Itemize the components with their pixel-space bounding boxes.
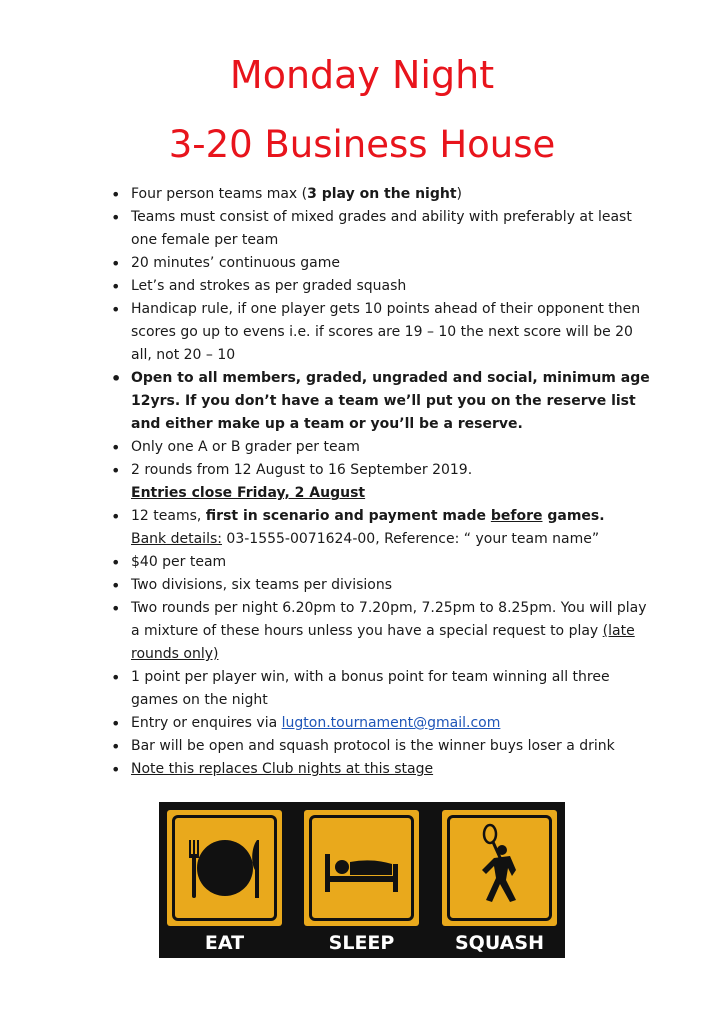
list-item: • Two divisions, six teams per divisions xyxy=(131,574,651,597)
bank-details-label: Bank details: xyxy=(131,531,222,547)
list-item: • Handicap rule, if one player gets 10 points ahead of their opponent then scores go up to evens i.e. if scores are 19 – 10 the next score will be 20 all, not 20 – 10 xyxy=(131,298,651,367)
rules-list xyxy=(0,183,724,781)
sleep-label: SLEEP xyxy=(328,932,395,954)
squash-panel xyxy=(442,810,557,926)
squash-label: SQUASH xyxy=(455,932,544,954)
list-item: • Only one A or B grader per team xyxy=(131,436,651,459)
page-title: Monday Night xyxy=(229,53,495,97)
page-subtitle: 3-20 Business House xyxy=(168,123,556,166)
eat-panel xyxy=(167,810,282,926)
list-item: • $40 per team xyxy=(131,551,651,574)
plate-fork-knife-icon xyxy=(175,818,274,918)
list-item: • Bar will be open and squash protocol is the winner buys loser a drink xyxy=(131,735,651,758)
sleep-panel xyxy=(304,810,419,926)
list-item: • 1 point per player win, with a bonus point for team winning all three games on the night xyxy=(131,666,651,712)
entries-close-note: Entries close Friday, 2 August xyxy=(131,485,366,501)
list-item: • 2 rounds from 12 August to 16 September 2019. Entries close Friday, 2 August xyxy=(131,459,651,505)
email-link[interactable]: lugton.tournament@gmail.com xyxy=(281,715,501,731)
list-item: • Open to all members, graded, ungraded and social, minimum age 12yrs. If you don’t have a team we’ll put you on the reserve list and either make up a team or you’ll be a reserve. xyxy=(131,367,651,436)
list-item: • Two rounds per night 6.20pm to 7.20pm, 7.25pm to 8.25pm. You will play a mixture of these hours unless you have a special request to play (late rounds only) xyxy=(131,597,651,666)
list-item: • Entry or enquires via lugton.tournament@gmail.com xyxy=(131,712,651,735)
list-item: • Teams must consist of mixed grades and ability with preferably at least one female per team xyxy=(131,206,651,252)
squash-player-icon xyxy=(450,818,549,918)
bed-sleeper-icon xyxy=(312,818,411,918)
list-item: • Let’s and strokes as per graded squash xyxy=(131,275,651,298)
list-item: • Note this replaces Club nights at this stage xyxy=(131,758,651,781)
eat-sleep-squash-banner xyxy=(159,802,565,958)
list-item: • Four person teams max (3 play on the night) xyxy=(131,183,651,206)
list-item: • 12 teams, first in scenario and payment made before games. Bank details: 03-1555-0071624-00, Reference: “ your team name” xyxy=(131,505,651,551)
eat-label: EAT xyxy=(204,932,245,954)
list-item: • 20 minutes’ continuous game xyxy=(131,252,651,275)
bank-details-value: 03-1555-0071624-00, Reference: “ your team name” xyxy=(221,531,600,547)
